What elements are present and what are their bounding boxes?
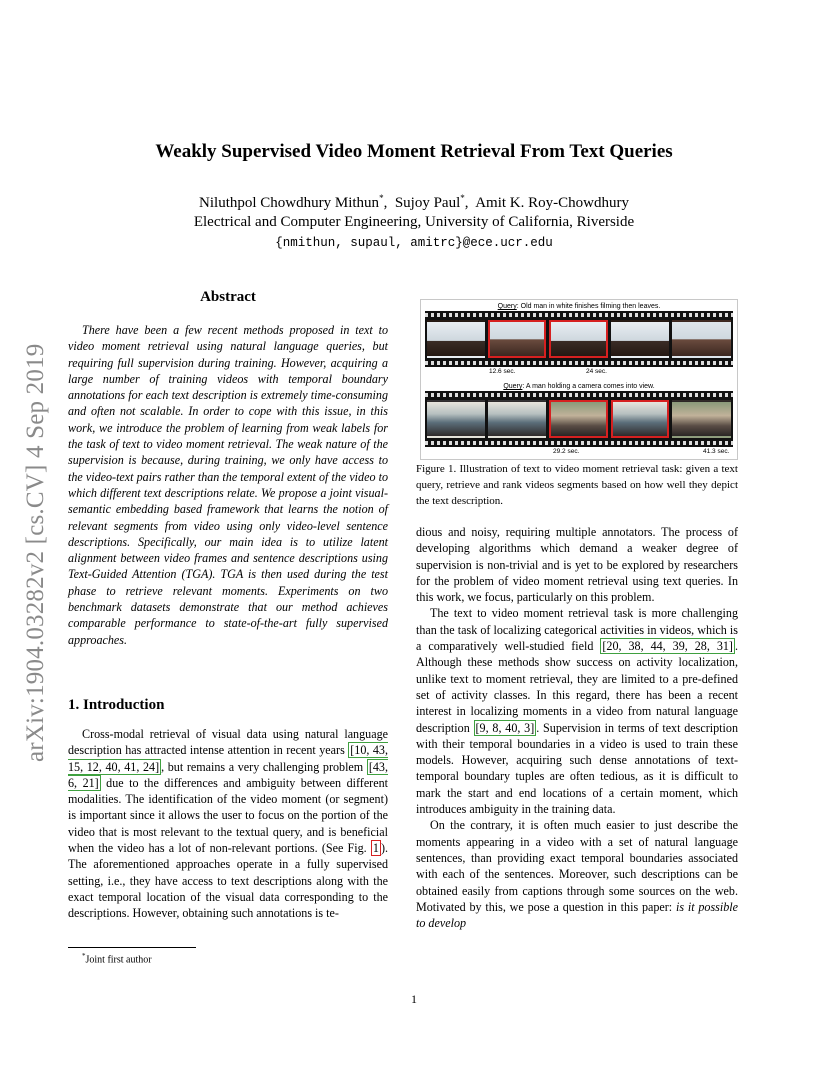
para-3-question: is it possible to develop bbox=[416, 899, 738, 931]
video-frame bbox=[672, 400, 731, 438]
query-1-text: : Old man in white finishes filming then leaves. bbox=[516, 303, 661, 310]
arxiv-stamp: arXiv:1904.03282v2 [cs.CV] 4 Sep 2019 bbox=[22, 343, 49, 762]
video-frame-relevant bbox=[549, 400, 608, 438]
para-3-text: On the contrary, it is often much easier to just describe the moments appearing in a video with a set of natural language sentences, than providing exact temporal boundaries associated with each of the sentences. Moreover, such descriptions can be obtained easily from captions through some sources on the web. Motivated by this, we pose a question in this paper: bbox=[416, 818, 738, 914]
timestamp-end-2: 41.3 sec. bbox=[703, 448, 730, 455]
video-frame bbox=[672, 320, 731, 358]
footnote bbox=[82, 952, 152, 965]
footnote-text: Joint first author bbox=[85, 954, 152, 966]
affiliation: Electrical and Computer Engineering, University of California, Riverside bbox=[193, 214, 635, 230]
video-frame bbox=[427, 400, 485, 438]
page-number: 1 bbox=[411, 992, 417, 1006]
video-frame bbox=[488, 400, 546, 438]
query-2-label: Query bbox=[503, 383, 523, 390]
sprocket-strip bbox=[425, 441, 733, 445]
introduction-heading: 1. Introduction bbox=[68, 697, 165, 713]
citation-link[interactable]: [10, 43, 15, 12, 40, 41, 24] bbox=[68, 743, 388, 774]
filmstrip-2 bbox=[425, 391, 733, 447]
intro-text-a: Cross-modal retrieval of visual data using natural language description has attracted intense attention in recent years bbox=[68, 727, 388, 758]
sprocket-strip bbox=[425, 361, 733, 365]
abstract-heading: Abstract bbox=[200, 289, 256, 305]
footnote-rule bbox=[68, 947, 196, 948]
timestamp-end-1: 24 sec. bbox=[586, 368, 607, 375]
author-1: Niluthpol Chowdhury Mithun bbox=[199, 195, 380, 211]
intro-text-b: , but remains a very challenging problem bbox=[161, 759, 367, 774]
video-frame-relevant bbox=[488, 320, 546, 358]
abstract-text: There have been a few recent methods proposed in text to video moment retrieval using natural language queries, but requiring full supervision during training. However, acquiring a large number of training videos with temporal boundary annotations for each text description is extremely time-consuming and often not scalable. In order to cope with this issue, in this work, we introduce the problem of learning from weak labels for the task of text to video moment retrieval. The weak nature of the supervision is because, during training, we only have access to the video-text pairs rather than the temporal extent of the video to which different text descriptions relate. We propose a joint visual-semantic embedding based framework that learns the notion of relevant segments from video using only video-level sentence descriptions. Specifically, our main idea is to utilize latent alignment between video frames and sentence descriptions using Text-Guided Attention (TGA). TGA is then used during the test phase to retrieve relevant moments. Experiments on two benchmark datasets demonstrate that our method achieves comparable performance to state-of-the-art fully supervised approaches. bbox=[68, 323, 388, 647]
filmstrip-1 bbox=[425, 311, 733, 367]
intro-text-d: ). The aforementioned approaches operate in a fully supervised setting, i.e., they have access to text descriptions along with the exact temporal location of the visual data corresponding to the descriptions. However, obtaining such annotations is te- bbox=[68, 841, 388, 921]
right-column-text bbox=[416, 524, 738, 931]
paragraph-continued: dious and noisy, requiring multiple annotators. The process of developing algorithms which demand a weaker degree of supervision is non-trivial and is yet to be explored by researchers for the problem of video moment retrieval using text queries. In this work, we focus, particularly on this problem. bbox=[416, 525, 738, 605]
para-2-text-c: . Supervision in terms of text description with their temporal boundaries in a video is used to train these models. However, acquiring such dense annotations of text-temporal boundary tuples are often tedious, as it is difficult to mark the start and end locations of a certain moment, which introduces ambiguity in the training data. bbox=[416, 720, 738, 817]
footnote-mark: * bbox=[82, 952, 86, 960]
video-frame bbox=[427, 320, 485, 358]
author-1-mark: * bbox=[379, 193, 384, 203]
citation-link[interactable]: [20, 38, 44, 39, 28, 31] bbox=[602, 639, 733, 654]
figure-reference-link[interactable]: 1 bbox=[372, 841, 379, 856]
author-3: Amit K. Roy-Chowdhury bbox=[475, 195, 629, 211]
author-list: Niluthpol Chowdhury Mithun*, Sujoy Paul*, Amit K. Roy-Chowdhury bbox=[199, 193, 629, 211]
query-1-label: Query bbox=[497, 303, 517, 310]
sprocket-strip bbox=[425, 313, 733, 317]
video-frame-relevant bbox=[549, 320, 608, 358]
query-2 bbox=[421, 383, 737, 390]
timestamp-start-2: 29.2 sec. bbox=[553, 448, 580, 455]
query-1 bbox=[421, 303, 737, 310]
para-2-text-a: The text to video moment retrieval task is more challenging than the task of localizing categorical activities in videos, which is a comparatively well-studied field bbox=[416, 606, 738, 654]
paragraph bbox=[416, 817, 738, 931]
timestamp-start-1: 12.6 sec. bbox=[489, 368, 516, 375]
para-2-text-b: . Although these methods show success on activity localization, unlike text to moment retrieval, they are limited to a pre-defined set of activity classes. In this regard, there has been a recent interest in localizing moments in a video from natural language description bbox=[416, 639, 738, 735]
query-2-text: : A man holding a camera comes into view. bbox=[522, 383, 655, 390]
video-frame bbox=[611, 320, 669, 358]
citation-link[interactable]: [9, 8, 40, 3] bbox=[475, 720, 535, 735]
email-line: {nmithun, supaul, amitrc}@ece.ucr.edu bbox=[275, 236, 553, 250]
citation-link[interactable]: [43, 6, 21] bbox=[68, 759, 388, 790]
paper-title: Weakly Supervised Video Moment Retrieval From Text Queries bbox=[155, 141, 673, 162]
video-frame-relevant bbox=[611, 400, 669, 438]
intro-text-c: due to the differences and ambiguity between different modalities. The identification of the video moment (or segment) is important since it allows the user to focus on the portion of the video that is most relevant to the textual query, and is beneficial when the video has a lot of non-relevant portions. (See Fig. bbox=[68, 775, 388, 856]
author-2-mark: * bbox=[460, 193, 465, 203]
author-2: Sujoy Paul bbox=[394, 195, 461, 211]
sprocket-strip bbox=[425, 393, 733, 397]
paragraph bbox=[416, 605, 738, 817]
introduction-paragraph bbox=[68, 726, 388, 922]
figure-1 bbox=[420, 299, 738, 460]
figure-1-caption: Figure 1. Illustration of text to video moment retrieval task: given a text query, retrieve and rank videos segments based on how well they depict the text description. bbox=[416, 463, 738, 507]
